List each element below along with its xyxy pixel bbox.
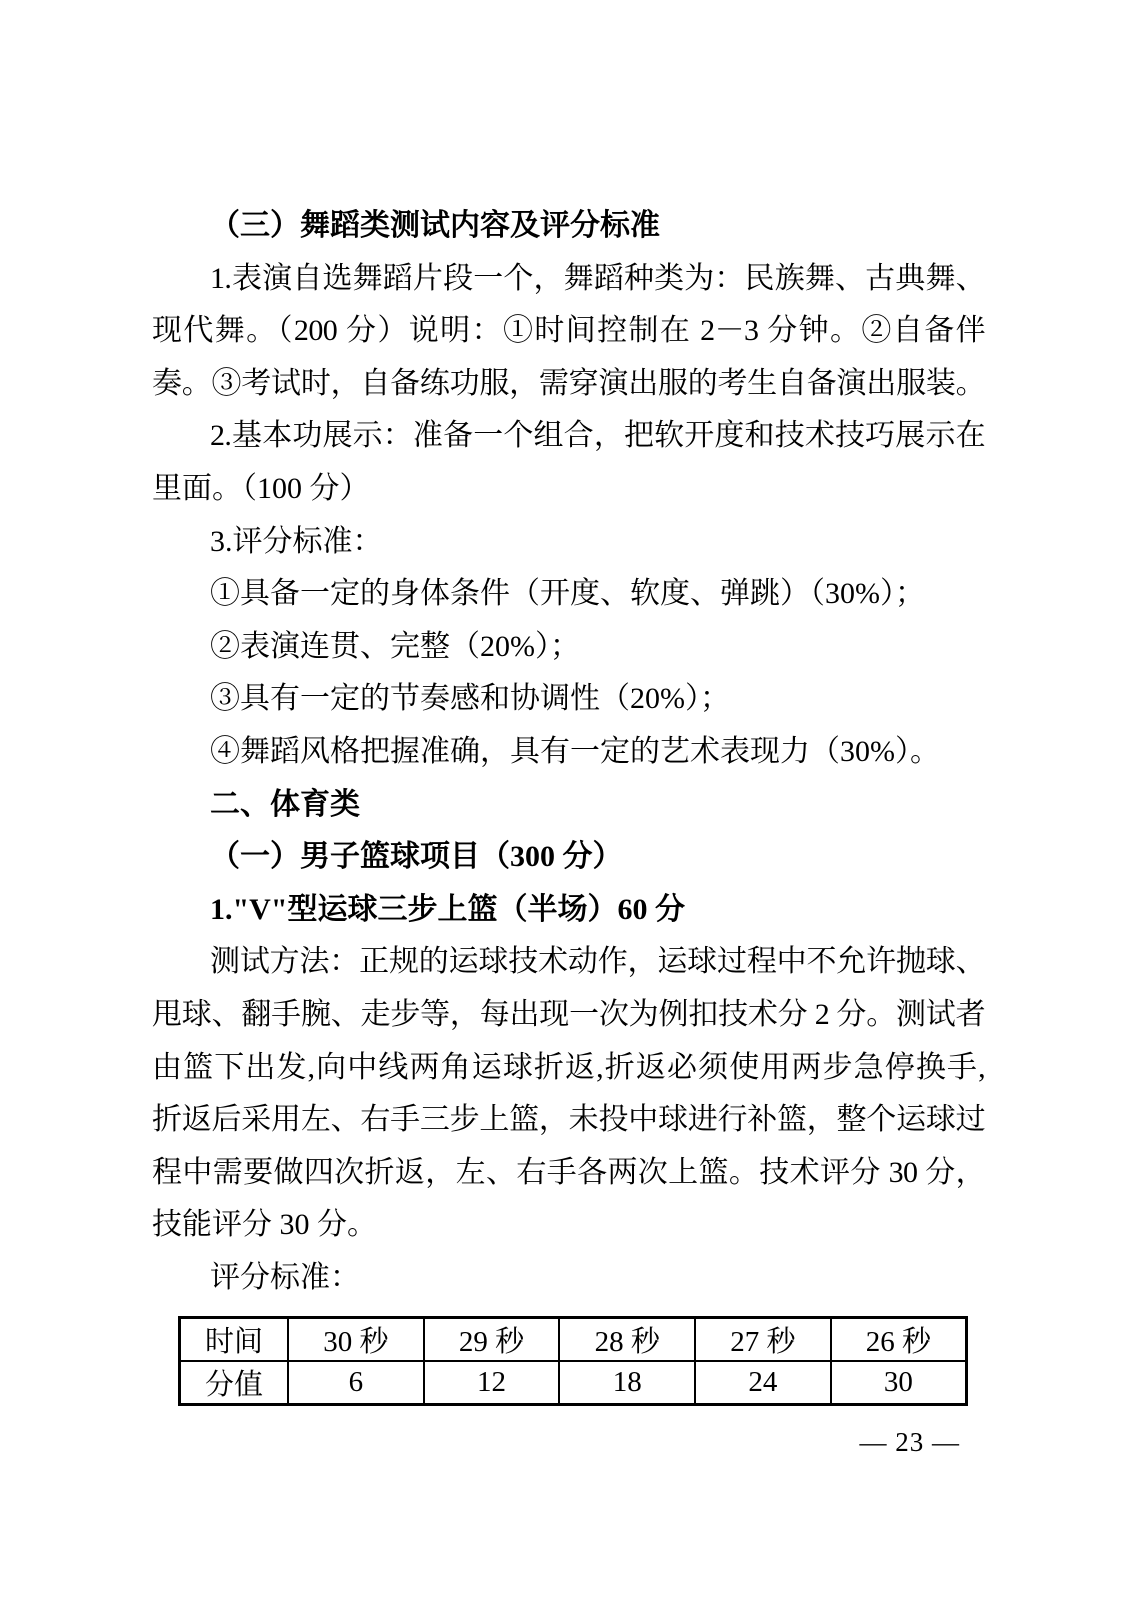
row-header-cell: 分值 <box>180 1361 289 1405</box>
value-cell: 12 <box>424 1361 560 1405</box>
text-line: 1.表演自选舞蹈片段一个，舞蹈种类为：民族舞、古典舞、 <box>210 261 985 295</box>
text-line: 甩球、翻手腕、走步等，每出现一次为例扣技术分 2 分。测试者 <box>152 997 985 1031</box>
value-cell: 26 秒 <box>831 1318 967 1362</box>
text-line: ③具有一定的节奏感和协调性（20%）； <box>210 682 730 716</box>
text-line: ②表演连贯、完整（20%）； <box>210 629 580 663</box>
document-body <box>152 200 985 1304</box>
value-cell: 18 <box>559 1361 695 1405</box>
text-line: 评分标准： <box>210 1260 360 1294</box>
score-table <box>178 1316 968 1406</box>
score-table-body <box>180 1318 967 1405</box>
value-cell: 27 秒 <box>695 1318 831 1362</box>
text-line: ④舞蹈风格把握准确，具有一定的艺术表现力（30%）。 <box>210 734 940 768</box>
value-cell: 30 秒 <box>288 1318 424 1362</box>
value-cell: 29 秒 <box>424 1318 560 1362</box>
page-number: — 23 — <box>859 1427 960 1457</box>
text-line: 测试方法：正规的运球技术动作，运球过程中不允许抛球、 <box>210 945 985 979</box>
value-cell: 28 秒 <box>559 1318 695 1362</box>
text-line: 里面。（100 分） <box>152 471 370 505</box>
text-line: ①具备一定的身体条件（开度、软度、弹跳）（30%）； <box>210 577 925 611</box>
text-line: 由篮下出发,向中线两角运球折返,折返必须使用两步急停换手, <box>152 1050 985 1084</box>
text-line: 折返后采用左、右手三步上篮，未投中球进行补篮，整个运球过 <box>152 1103 985 1137</box>
heading-line: （一）男子篮球项目（300 分） <box>210 840 623 874</box>
row-header-cell: 时间 <box>180 1318 289 1362</box>
value-cell: 6 <box>288 1361 424 1405</box>
heading-line: （三）舞蹈类测试内容及评分标准 <box>210 209 660 242</box>
text-line: 2.基本功展示：准备一个组合，把软开度和技术技巧展示在 <box>210 419 985 453</box>
heading-line: 1."V"型运球三步上篮（半场）60 分 <box>210 892 685 926</box>
value-cell: 24 <box>695 1361 831 1405</box>
text-line: 现代舞。（200 分）说明：①时间控制在 2－3 分钟。②自备伴 <box>152 314 985 348</box>
text-line: 技能评分 30 分。 <box>152 1208 377 1242</box>
text-line: 程中需要做四次折返，左、右手各两次上篮。技术评分 30 分， <box>152 1155 985 1189</box>
text-line: 奏。③考试时，自备练功服，需穿演出服的考生自备演出服装。 <box>152 366 985 400</box>
table-row <box>180 1361 967 1405</box>
table-row <box>180 1318 967 1362</box>
heading-line: 二、体育类 <box>210 787 360 821</box>
text-line: 3.评分标准： <box>210 524 383 558</box>
value-cell: 30 <box>831 1361 967 1405</box>
